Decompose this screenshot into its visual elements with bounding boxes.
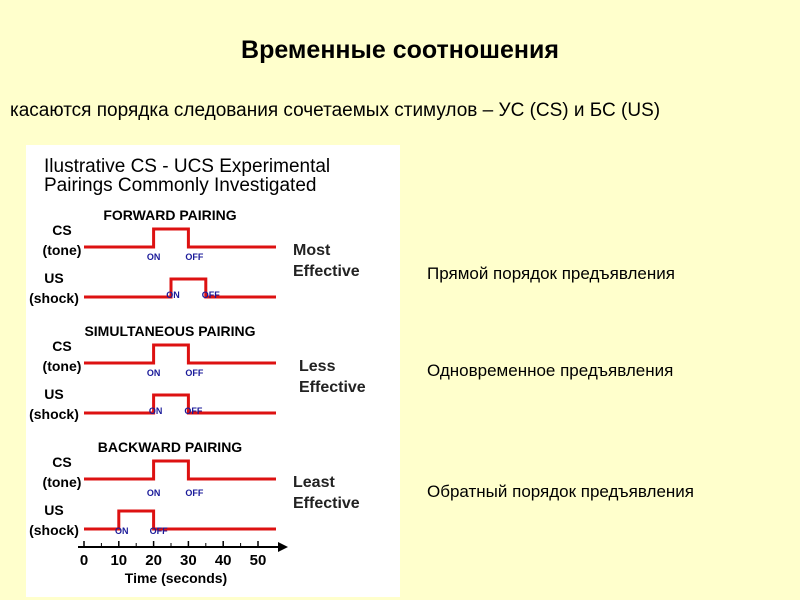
- description-simultaneous: Одновременное предъявления: [427, 361, 674, 380]
- axis-tick-label: 40: [214, 552, 232, 569]
- panel-title: BACKWARD PAIRING: [97, 439, 243, 455]
- us-sublabel: (shock): [29, 522, 79, 538]
- us-on-label: ON: [148, 406, 163, 416]
- diagram-heading-line2: Pairings Commonly Investigated: [44, 175, 317, 196]
- axis-label: Time (seconds): [124, 570, 228, 586]
- description-backward: Обратный порядок предъявления: [427, 482, 694, 501]
- effectiveness-label: Less: [299, 358, 336, 375]
- panel-title: SIMULTANEOUS PAIRING: [84, 323, 256, 339]
- cs-off-label: OFF: [185, 252, 204, 262]
- cs-on-label: ON: [146, 252, 161, 262]
- axis-tick-label: 30: [180, 552, 197, 569]
- panel-title: FORWARD PAIRING: [103, 207, 237, 223]
- pairing-panels: [29, 207, 366, 538]
- us-off-label: OFF: [201, 290, 220, 300]
- cs-sublabel: (tone): [42, 242, 82, 258]
- cs-label: CS: [52, 222, 72, 238]
- cs-sublabel: (tone): [42, 474, 82, 490]
- effectiveness-label: Most: [293, 242, 331, 259]
- axis-tick-label: 20: [145, 552, 162, 569]
- effectiveness-label: Effective: [293, 495, 360, 512]
- effectiveness-label: Least: [293, 474, 335, 491]
- cs-label: CS: [52, 338, 72, 354]
- us-off-label: OFF: [184, 406, 203, 416]
- pairing-diagram: [26, 145, 400, 597]
- us-on-label: ON: [115, 526, 129, 536]
- cs-on-label: ON: [146, 488, 161, 498]
- us-off-label: OFF: [149, 526, 168, 536]
- cs-on-label: ON: [146, 368, 161, 378]
- us-sublabel: (shock): [29, 290, 79, 306]
- axis-tick-label: 0: [79, 552, 89, 569]
- us-on-label: ON: [166, 290, 180, 300]
- us-label: US: [44, 502, 64, 518]
- effectiveness-label: Effective: [299, 379, 366, 396]
- slide-title: Временные соотношения: [241, 36, 559, 64]
- axis-tick-label: 50: [249, 552, 267, 569]
- cs-off-label: OFF: [185, 488, 204, 498]
- effectiveness-label: Effective: [293, 263, 360, 280]
- us-sublabel: (shock): [29, 406, 79, 422]
- description-forward: Прямой порядок предъявления: [427, 264, 675, 283]
- cs-sublabel: (tone): [42, 358, 82, 374]
- axis-tick-label: 10: [110, 552, 128, 569]
- diagram-heading-line1: Ilustrative CS - UCS Experimental: [44, 156, 331, 177]
- cs-label: CS: [52, 454, 72, 470]
- us-label: US: [44, 270, 64, 286]
- slide-subtitle: касаются порядка следования сочетаемых стимулов – УС (CS) и БС (US): [10, 100, 661, 121]
- us-label: US: [44, 386, 64, 402]
- cs-off-label: OFF: [185, 368, 204, 378]
